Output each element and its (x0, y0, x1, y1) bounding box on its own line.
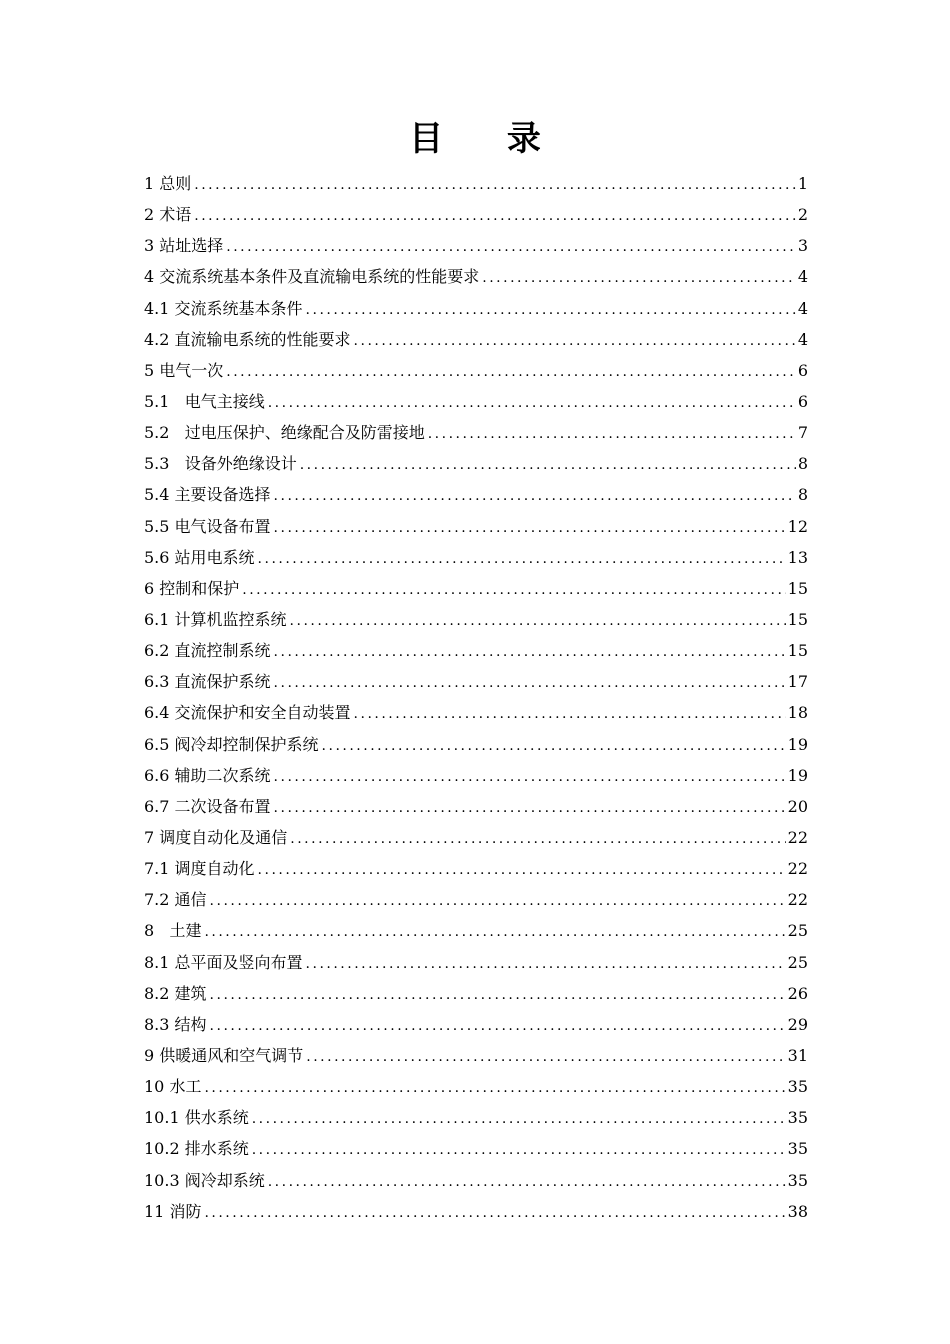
toc-entry-page-number: 35 (787, 1077, 808, 1097)
toc-entry-page-number: 18 (787, 703, 808, 723)
toc-entry-label: 6.6 辅助二次系统 (144, 765, 271, 785)
toc-entry[interactable] (144, 386, 808, 417)
toc-dot-leader (210, 980, 786, 1011)
toc-entry-label: 11 消防 (144, 1201, 202, 1221)
toc-entry[interactable] (144, 604, 808, 635)
toc-entry-page-number: 12 (787, 516, 808, 536)
toc-entry-label: 4.1 交流系统基本条件 (144, 298, 303, 318)
toc-dot-leader (258, 544, 786, 575)
toc-entry-label: 7.1 调度自动化 (144, 859, 255, 879)
toc-dot-leader (354, 699, 786, 730)
toc-entry-label: 6.5 阀冷却控制保护系统 (144, 734, 319, 754)
toc-entry[interactable] (144, 1102, 808, 1133)
toc-entry-label: 6.1 计算机监控系统 (144, 609, 287, 629)
toc-entry-page-number: 4 (797, 267, 808, 287)
toc-entry[interactable] (144, 1196, 808, 1227)
toc-entry-label: 5.1 电气主接线 (144, 391, 265, 411)
toc-entry-page-number: 35 (787, 1170, 808, 1190)
toc-entry-page-number: 25 (787, 921, 808, 941)
toc-entry-label: 4 交流系统基本条件及直流输电系统的性能要求 (144, 267, 480, 287)
toc-dot-leader (204, 917, 785, 948)
toc-entry[interactable] (144, 822, 808, 853)
toc-dot-leader (274, 793, 786, 824)
toc-dot-leader (226, 357, 796, 388)
toc-entry[interactable] (144, 324, 808, 355)
toc-entry-page-number: 4 (797, 298, 808, 318)
toc-entry-label: 6 控制和保护 (144, 578, 240, 598)
toc-entry[interactable] (144, 853, 808, 884)
toc-list (144, 168, 808, 1227)
toc-entry[interactable] (144, 1040, 808, 1071)
toc-dot-leader (290, 824, 785, 855)
toc-dot-leader (322, 731, 786, 762)
toc-dot-leader (268, 1167, 786, 1198)
toc-entry-page-number: 20 (787, 796, 808, 816)
toc-entry-page-number: 35 (787, 1139, 808, 1159)
toc-entry-label: 8.1 总平面及竖向布置 (144, 952, 303, 972)
toc-entry-label: 5.5 电气设备布置 (144, 516, 271, 536)
toc-entry-page-number: 6 (797, 391, 808, 411)
toc-entry[interactable] (144, 511, 808, 542)
toc-entry-label: 10.1 供水系统 (144, 1108, 249, 1128)
toc-entry-page-number: 7 (797, 423, 808, 443)
toc-dot-leader (252, 1135, 786, 1166)
toc-entry-label: 2 术语 (144, 205, 192, 225)
toc-entry-page-number: 6 (797, 360, 808, 380)
toc-entry[interactable] (144, 1009, 808, 1040)
toc-entry-label: 6.3 直流保护系统 (144, 672, 271, 692)
toc-entry-page-number: 15 (787, 641, 808, 661)
toc-entry-page-number: 17 (787, 672, 808, 692)
toc-dot-leader (210, 886, 786, 917)
toc-entry-page-number: 25 (787, 952, 808, 972)
toc-entry-label: 10.2 排水系统 (144, 1139, 249, 1159)
toc-entry[interactable] (144, 230, 808, 261)
toc-dot-leader (194, 170, 796, 201)
toc-entry-label: 5.3 设备外绝缘设计 (144, 454, 297, 474)
toc-entry-page-number: 22 (787, 890, 808, 910)
toc-entry[interactable] (144, 479, 808, 510)
toc-entry-label: 9 供暖通风和空气调节 (144, 1045, 304, 1065)
toc-entry-label: 6.2 直流控制系统 (144, 641, 271, 661)
toc-entry-page-number: 19 (787, 734, 808, 754)
toc-entry-page-number: 31 (787, 1045, 808, 1065)
toc-entry-label: 3 站址选择 (144, 236, 224, 256)
toc-entry[interactable] (144, 1133, 808, 1164)
toc-entry[interactable] (144, 697, 808, 728)
toc-entry[interactable] (144, 355, 808, 386)
toc-entry[interactable] (144, 448, 808, 479)
toc-title: 目 录 (409, 119, 567, 159)
toc-entry-page-number: 38 (787, 1201, 808, 1221)
toc-entry-label: 7 调度自动化及通信 (144, 827, 288, 847)
toc-entry-label: 8.2 建筑 (144, 983, 207, 1003)
toc-entry-label: 10.3 阀冷却系统 (144, 1170, 265, 1190)
toc-dot-leader (274, 668, 786, 699)
toc-entry-page-number: 8 (797, 454, 808, 474)
toc-entry-page-number: 29 (787, 1014, 808, 1034)
toc-dot-leader (290, 606, 786, 637)
toc-dot-leader (354, 326, 796, 357)
toc-entry[interactable] (144, 293, 808, 324)
toc-entry-label: 8.3 结构 (144, 1014, 207, 1034)
toc-entry[interactable] (144, 760, 808, 791)
toc-entry-label: 4.2 直流输电系统的性能要求 (144, 329, 351, 349)
toc-entry-page-number: 8 (797, 485, 808, 505)
toc-dot-leader (204, 1198, 785, 1229)
toc-entry-page-number: 2 (797, 205, 808, 225)
toc-entry-page-number: 13 (787, 547, 808, 567)
toc-entry[interactable] (144, 1071, 808, 1102)
toc-entry[interactable] (144, 573, 808, 604)
toc-entry-page-number: 22 (787, 827, 808, 847)
toc-dot-leader (274, 481, 796, 512)
toc-dot-leader (306, 295, 796, 326)
toc-entry-label: 8 土建 (144, 921, 202, 941)
toc-entry[interactable] (144, 199, 808, 230)
toc-dot-leader (306, 949, 786, 980)
toc-entry[interactable] (144, 915, 808, 946)
toc-entry-page-number: 19 (787, 765, 808, 785)
toc-entry[interactable] (144, 729, 808, 760)
toc-dot-leader (258, 855, 786, 886)
toc-entry-page-number: 3 (797, 236, 808, 256)
toc-entry-page-number: 35 (787, 1108, 808, 1128)
toc-entry[interactable] (144, 947, 808, 978)
toc-dot-leader (482, 263, 796, 294)
toc-entry[interactable] (144, 168, 808, 199)
toc-dot-leader (210, 1011, 786, 1042)
toc-dot-leader (274, 637, 786, 668)
toc-entry-label: 7.2 通信 (144, 890, 207, 910)
toc-entry[interactable] (144, 666, 808, 697)
toc-dot-leader (268, 388, 796, 419)
toc-entry-label: 6.4 交流保护和安全自动装置 (144, 703, 351, 723)
toc-entry[interactable] (144, 884, 808, 915)
toc-entry-label: 6.7 二次设备布置 (144, 796, 271, 816)
toc-entry-label: 5.2 过电压保护、绝缘配合及防雷接地 (144, 423, 425, 443)
toc-dot-leader (242, 575, 785, 606)
toc-dot-leader (274, 513, 786, 544)
toc-entry[interactable] (144, 635, 808, 666)
toc-entry[interactable] (144, 417, 808, 448)
toc-entry[interactable] (144, 261, 808, 292)
toc-entry-page-number: 4 (797, 329, 808, 349)
toc-dot-leader (204, 1073, 785, 1104)
toc-entry-label: 5 电气一次 (144, 360, 224, 380)
toc-entry-label: 10 水工 (144, 1077, 202, 1097)
toc-entry-label: 5.6 站用电系统 (144, 547, 255, 567)
toc-entry-page-number: 15 (787, 609, 808, 629)
toc-entry-page-number: 26 (787, 983, 808, 1003)
toc-entry-page-number: 22 (787, 859, 808, 879)
toc-entry[interactable] (144, 978, 808, 1009)
toc-entry[interactable] (144, 542, 808, 573)
toc-entry[interactable] (144, 1165, 808, 1196)
toc-entry-page-number: 15 (787, 578, 808, 598)
toc-entry[interactable] (144, 791, 808, 822)
toc-dot-leader (226, 232, 796, 263)
toc-entry-label: 5.4 主要设备选择 (144, 485, 271, 505)
toc-entry-label: 1 总则 (144, 174, 192, 193)
toc-entry-page-number: 1 (797, 174, 808, 193)
toc-dot-leader (300, 450, 796, 481)
toc-dot-leader (274, 762, 786, 793)
toc-dot-leader (306, 1042, 785, 1073)
toc-dot-leader (194, 201, 796, 232)
toc-dot-leader (428, 419, 796, 450)
toc-dot-leader (252, 1104, 786, 1135)
